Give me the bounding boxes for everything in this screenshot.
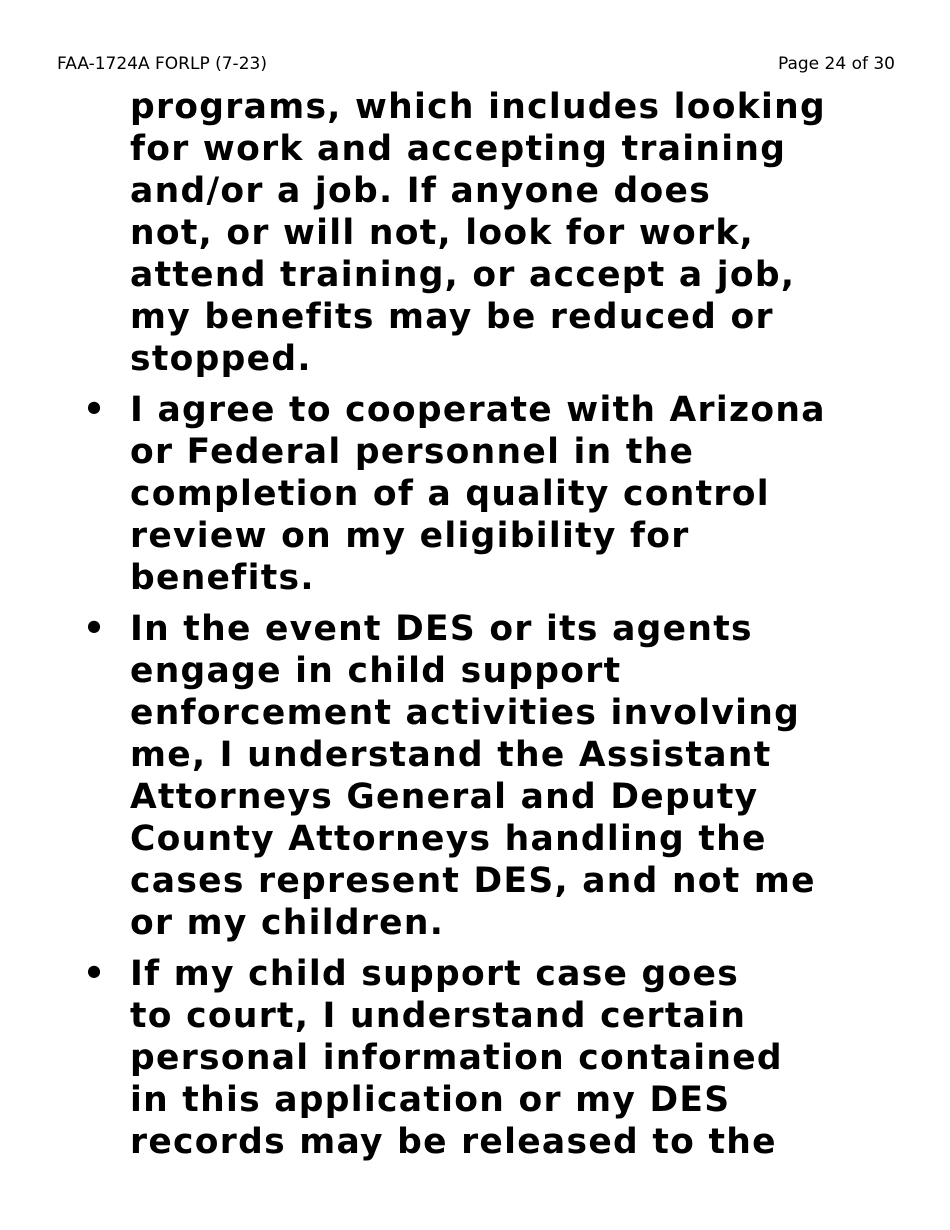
- text-line: attend training, or accept a job,: [130, 255, 796, 295]
- page-header: [57, 52, 895, 76]
- text-line: review on my eligibility for: [130, 516, 690, 556]
- text-line: and/or a job. If anyone does: [130, 171, 712, 211]
- bullet-icon: •: [83, 390, 107, 430]
- form-id: FAA-1724A FORLP (7-23): [57, 54, 267, 74]
- text-line: completion of a quality control: [130, 474, 770, 514]
- text-line: In the event DES or its agents: [130, 609, 753, 649]
- text-line: benefits.: [130, 558, 315, 598]
- paragraph-continuation: [83, 86, 893, 380]
- text-line: personal information contained: [130, 1038, 783, 1078]
- text-line: or my children.: [130, 903, 445, 943]
- text-line: Attorneys General and Deputy: [130, 777, 759, 817]
- text-line: If my child support case goes: [130, 954, 740, 994]
- text-line: to court, I understand certain: [130, 996, 747, 1036]
- document-body: [83, 86, 893, 1172]
- text-line: in this application or my DES: [130, 1080, 731, 1120]
- text-line: not, or will not, look for work,: [130, 213, 754, 253]
- bullet-item-court-release: [83, 953, 893, 1163]
- bullet-item-quality-control: [83, 389, 893, 599]
- text-line: or Federal personnel in the: [130, 432, 695, 472]
- text-line: stopped.: [130, 339, 312, 379]
- text-line: cases represent DES, and not me: [130, 861, 816, 901]
- page-number: Page 24 of 30: [777, 54, 895, 74]
- bullet-icon: •: [83, 954, 107, 994]
- text-line: for work and accepting training: [130, 129, 787, 169]
- text-line: I agree to cooperate with Arizona: [130, 390, 826, 430]
- text-line: me, I understand the Assistant: [130, 735, 772, 775]
- text-line: my benefits may be reduced or: [130, 297, 774, 337]
- bullet-item-child-support-enforcement: [83, 608, 893, 944]
- bullet-icon: •: [83, 609, 107, 649]
- text-line: engage in child support: [130, 651, 622, 691]
- text-line: programs, which includes looking: [130, 87, 827, 127]
- text-line: County Attorneys handling the: [130, 819, 767, 859]
- text-line: enforcement activities involving: [130, 693, 801, 733]
- text-line: records may be released to the: [130, 1122, 777, 1162]
